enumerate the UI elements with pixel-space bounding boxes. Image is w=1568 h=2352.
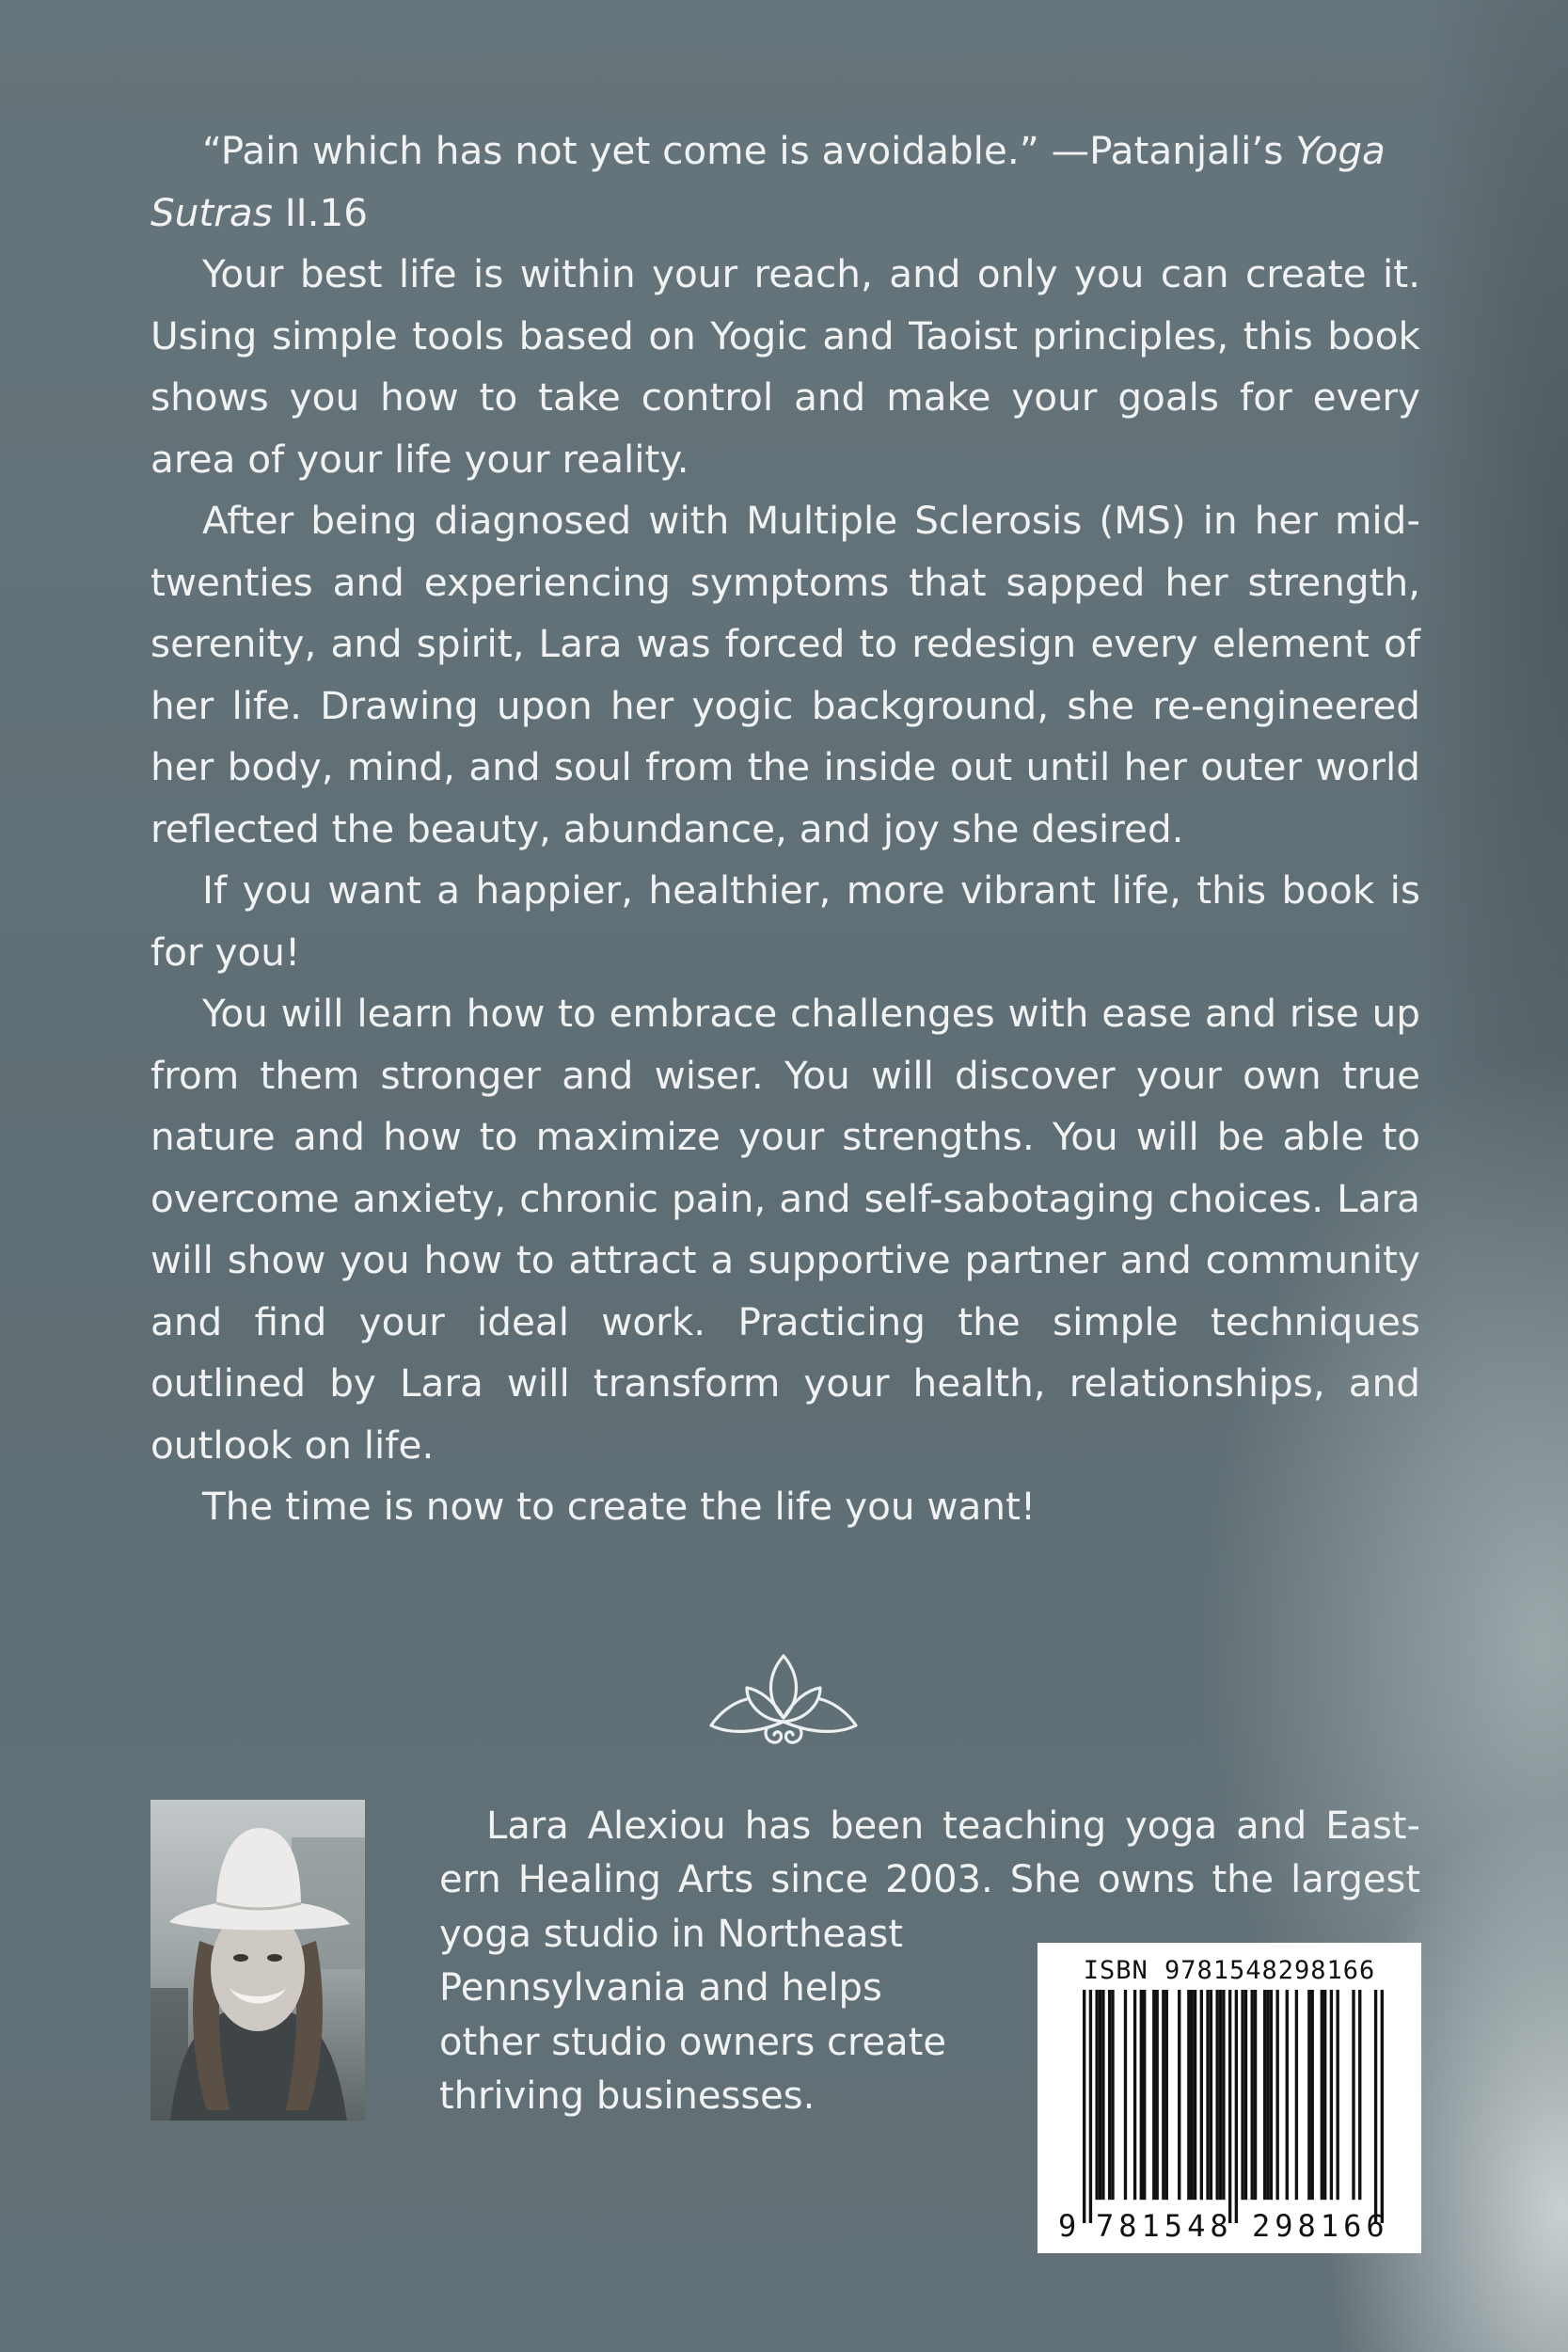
- bio-line-1: Lara Alexiou has been teaching yoga and East-: [486, 1804, 1420, 1848]
- barcode-bar: [1191, 1990, 1194, 2200]
- back-cover-blurb: [150, 120, 1420, 1538]
- barcode-bar: [1187, 1990, 1190, 2200]
- epigraph-reference: II.16: [284, 189, 369, 235]
- barcode-guard-bar: [1228, 1990, 1231, 2223]
- barcode-bar: [1155, 1990, 1158, 2200]
- barcode-bar: [1095, 1990, 1098, 2200]
- barcode-bar: [1323, 1990, 1326, 2200]
- bio-line-4: Pennsylvania and helps: [439, 1966, 882, 2010]
- barcode-bar: [1194, 1990, 1196, 2200]
- author-photo: [150, 1800, 365, 2121]
- barcode-bar: [1275, 1990, 1278, 2200]
- barcode-bar: [1162, 1990, 1164, 2200]
- ean-right-group: 298166: [1252, 2208, 1389, 2244]
- bio-line-5: other studio owners create: [439, 2021, 946, 2064]
- barcode-bar: [1241, 1990, 1243, 2200]
- barcode-bar: [1108, 1990, 1111, 2200]
- barcode-bar: [1124, 1990, 1127, 2200]
- barcode-bar: [1307, 1990, 1310, 2200]
- barcode-bar: [1330, 1990, 1333, 2200]
- barcode-bar: [1222, 1990, 1225, 2200]
- barcode-bar: [1254, 1990, 1257, 2200]
- barcode-bar: [1178, 1990, 1180, 2200]
- barcode-bar: [1336, 1990, 1338, 2200]
- barcode-bar: [1206, 1990, 1209, 2200]
- barcode-bar: [1266, 1990, 1269, 2200]
- ean-left-group: 781548: [1096, 2208, 1233, 2244]
- blurb-paragraph-5: The time is now to create the life you want!: [202, 1484, 1037, 1529]
- barcode-bar: [1219, 1990, 1222, 2200]
- barcode-bar: [1244, 1990, 1247, 2200]
- barcode-bar: [1270, 1990, 1273, 2200]
- barcode-bar: [1295, 1990, 1298, 2200]
- barcode-bar: [1263, 1990, 1266, 2200]
- barcode-bar: [1133, 1990, 1136, 2200]
- bio-line-6: thriving businesses.: [439, 2074, 816, 2118]
- author-photo-illustration: [150, 1800, 365, 2121]
- barcode-guard-bar: [1089, 1990, 1092, 2223]
- ean-digits: [1037, 2208, 1421, 2246]
- isbn-barcode: [1037, 1943, 1421, 2253]
- barcode-bar: [1321, 1990, 1323, 2200]
- barcode-guard-bar: [1235, 1990, 1238, 2223]
- bio-line-2: ern Healing Arts since 2003. She owns the largest: [439, 1858, 1420, 1901]
- barcode-bar: [1152, 1990, 1155, 2200]
- lotus-icon: [705, 1645, 862, 1748]
- epigraph-source: Yoga Sutras: [150, 128, 1386, 235]
- barcode-bar: [1251, 1990, 1254, 2200]
- blurb-paragraph-4: You will learn how to embrace challenges with ease and rise up from them stronger and wiser. You will discover your own true nature and how to maximize your strengths. You will be able to overcome anxiety, chronic pain, and self-sabotaging choices. Lara will show you how to attract a supportive partner and community and find your ideal work. Practicing the simple techniques outlined by Lara will transform your health, relationships, and outlook on life.: [150, 991, 1420, 1468]
- barcode-bar: [1311, 1990, 1314, 2200]
- barcode-guard-bar: [1381, 1990, 1384, 2223]
- barcode-bar: [1099, 1990, 1101, 2200]
- barcode-bar: [1352, 1990, 1354, 2200]
- barcode-bar: [1143, 1990, 1146, 2200]
- blurb-paragraph-1: Your best life is within your reach, and only you can create it. Using simple tools based on Yogic and Taoist principles, this book shows you how to take control and make your goals for every area of your life your reality.: [150, 251, 1420, 482]
- barcode-bar: [1215, 1990, 1218, 2200]
- barcode-guard-bar: [1374, 1990, 1377, 2223]
- isbn-label: ISBN 9781548298166: [1083, 1956, 1376, 1985]
- barcode-bars: [1083, 1990, 1384, 2223]
- barcode-bar: [1101, 1990, 1104, 2200]
- epigraph: [150, 120, 1420, 244]
- barcode-bar: [1140, 1990, 1143, 2200]
- ean-first-digit: 9: [1058, 2208, 1077, 2244]
- barcode-bar: [1111, 1990, 1114, 2200]
- barcode-bar: [1200, 1990, 1203, 2200]
- barcode-bar: [1286, 1990, 1289, 2200]
- barcode-bar: [1210, 1990, 1212, 2200]
- barcode-guard-bar: [1083, 1990, 1085, 2223]
- blurb-paragraph-2: After being diagnosed with Multiple Sclerosis (MS) in her mid-twenties and experiencing symptoms that sapped her strength, serenity, and spirit, Lara was forced to redesign every element of her life. Drawing upon her yogic background, she re-engineered her body, mind, and soul from the inside out until her outer world reflected the beauty, abundance, and joy she desired.: [150, 498, 1420, 851]
- barcode-bar: [1358, 1990, 1361, 2200]
- barcode-bar: [1165, 1990, 1168, 2200]
- blurb-paragraph-3: If you want a happier, healthier, more vibrant life, this book is for you!: [150, 867, 1420, 975]
- epigraph-quote: “Pain which has not yet come is avoidable.” —Patanjali’s: [202, 128, 1284, 173]
- bio-line-3: yoga studio in Northeast: [439, 1913, 904, 1956]
